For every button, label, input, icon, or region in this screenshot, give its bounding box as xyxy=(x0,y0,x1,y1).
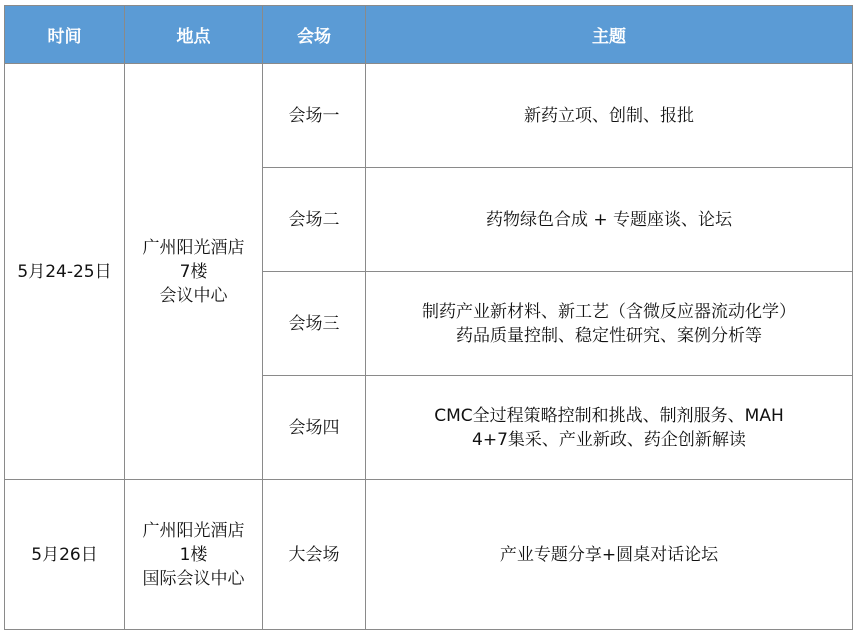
place-line: 国际会议中心 xyxy=(142,568,245,589)
topic-cell xyxy=(366,376,853,480)
place-line: 1楼 xyxy=(179,544,208,565)
topic-line: 4+7集采、产业新政、药企创新解读 xyxy=(472,429,746,450)
topic-line: 制药产业新材料、新工艺（含微反应器流动化学） xyxy=(422,301,796,322)
topic-line: CMC全过程策略控制和挑战、制剂服务、MAH xyxy=(434,405,784,426)
topic-cell xyxy=(366,480,853,630)
topic-line: 药品质量控制、稳定性研究、案例分析等 xyxy=(456,325,762,346)
topic-cell xyxy=(366,168,853,272)
venue-cell: 会场四 xyxy=(263,376,366,480)
place-line: 7楼 xyxy=(179,261,208,282)
place-cell xyxy=(125,480,263,630)
header-place: 地点 xyxy=(125,6,263,64)
topic-line: 产业专题分享+圆桌对话论坛 xyxy=(499,544,719,565)
header-time: 时间 xyxy=(5,6,125,64)
table-row xyxy=(5,64,853,168)
place-cell xyxy=(125,64,263,480)
topic-cell xyxy=(366,64,853,168)
place-line: 广州阳光酒店 xyxy=(142,520,245,541)
header-row xyxy=(5,6,853,64)
venue-cell: 会场三 xyxy=(263,272,366,376)
time-cell: 5月24-25日 xyxy=(5,64,125,480)
topic-line: 新药立项、创制、报批 xyxy=(524,105,694,126)
topic-cell xyxy=(366,272,853,376)
place-line: 会议中心 xyxy=(159,285,228,306)
topic-line: 药物绿色合成 + 专题座谈、论坛 xyxy=(485,209,733,230)
header-topic: 主题 xyxy=(366,6,853,64)
venue-cell: 会场一 xyxy=(263,64,366,168)
venue-cell: 会场二 xyxy=(263,168,366,272)
venue-cell: 大会场 xyxy=(263,480,366,630)
header-venue: 会场 xyxy=(263,6,366,64)
table-row xyxy=(5,480,853,630)
time-cell: 5月26日 xyxy=(5,480,125,630)
place-line: 广州阳光酒店 xyxy=(142,237,245,258)
schedule-table xyxy=(4,5,853,630)
